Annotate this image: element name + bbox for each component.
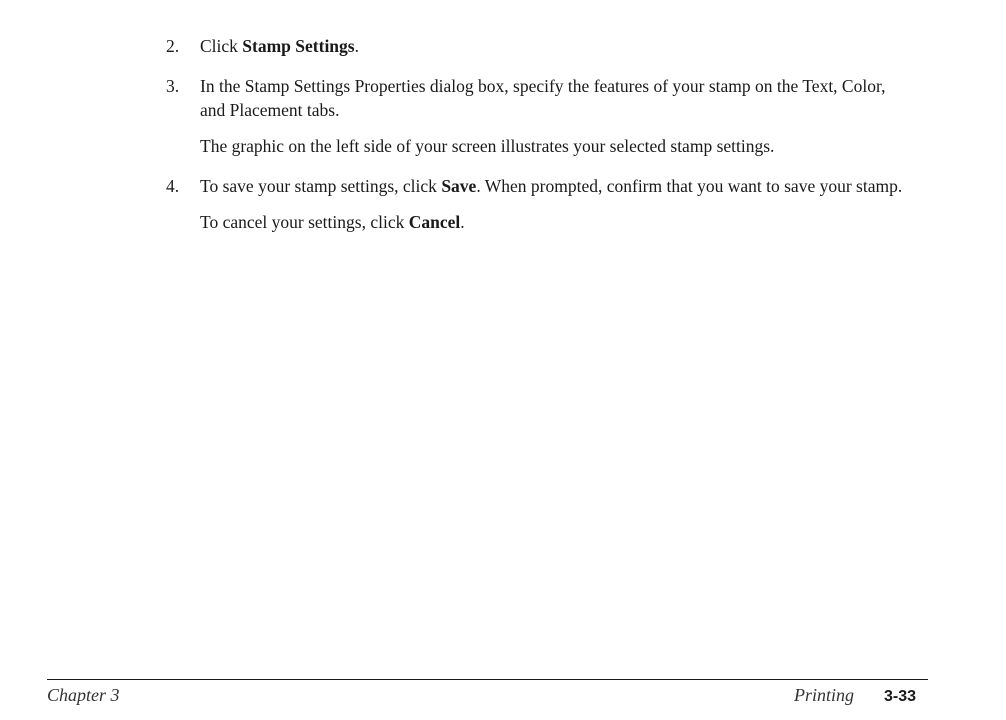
step-note: The graphic on the left side of your screen illustrates your selected stamp settings.: [200, 136, 775, 156]
step-number: 3.: [166, 76, 180, 96]
page-number: 3-33: [883, 688, 916, 705]
step-text: [200, 174, 906, 198]
footer-chapter: Chapter 3: [47, 685, 120, 705]
step-note: [200, 210, 906, 234]
step-4: [166, 174, 906, 234]
step-text: [200, 34, 906, 58]
footer-right: [794, 684, 916, 708]
step-number: 2.: [166, 36, 180, 56]
step-note-pre: To cancel your settings, click: [200, 212, 409, 232]
step-2: [166, 34, 906, 58]
instruction-steps: [166, 34, 906, 250]
save-term: Save: [441, 176, 477, 196]
step-text-post: .: [354, 36, 359, 56]
step-text-pre: To save your stamp settings, click: [200, 176, 442, 196]
step-text-post: . When prompted, confirm that you want to save your stamp.: [476, 176, 903, 196]
step-note-post: .: [460, 212, 465, 232]
cancel-term: Cancel: [408, 212, 461, 232]
footer-divider: [47, 679, 928, 680]
step-text: In the Stamp Settings Properties dialog box, specify the features of your stamp on the Text, Color, and Placement tabs.: [200, 76, 886, 120]
stamp-settings-term: Stamp Settings: [242, 36, 355, 56]
step-text-pre: Click: [200, 36, 243, 56]
step-number: 4.: [166, 176, 180, 196]
step-3: [166, 74, 906, 158]
footer-section: Printing: [793, 685, 854, 705]
